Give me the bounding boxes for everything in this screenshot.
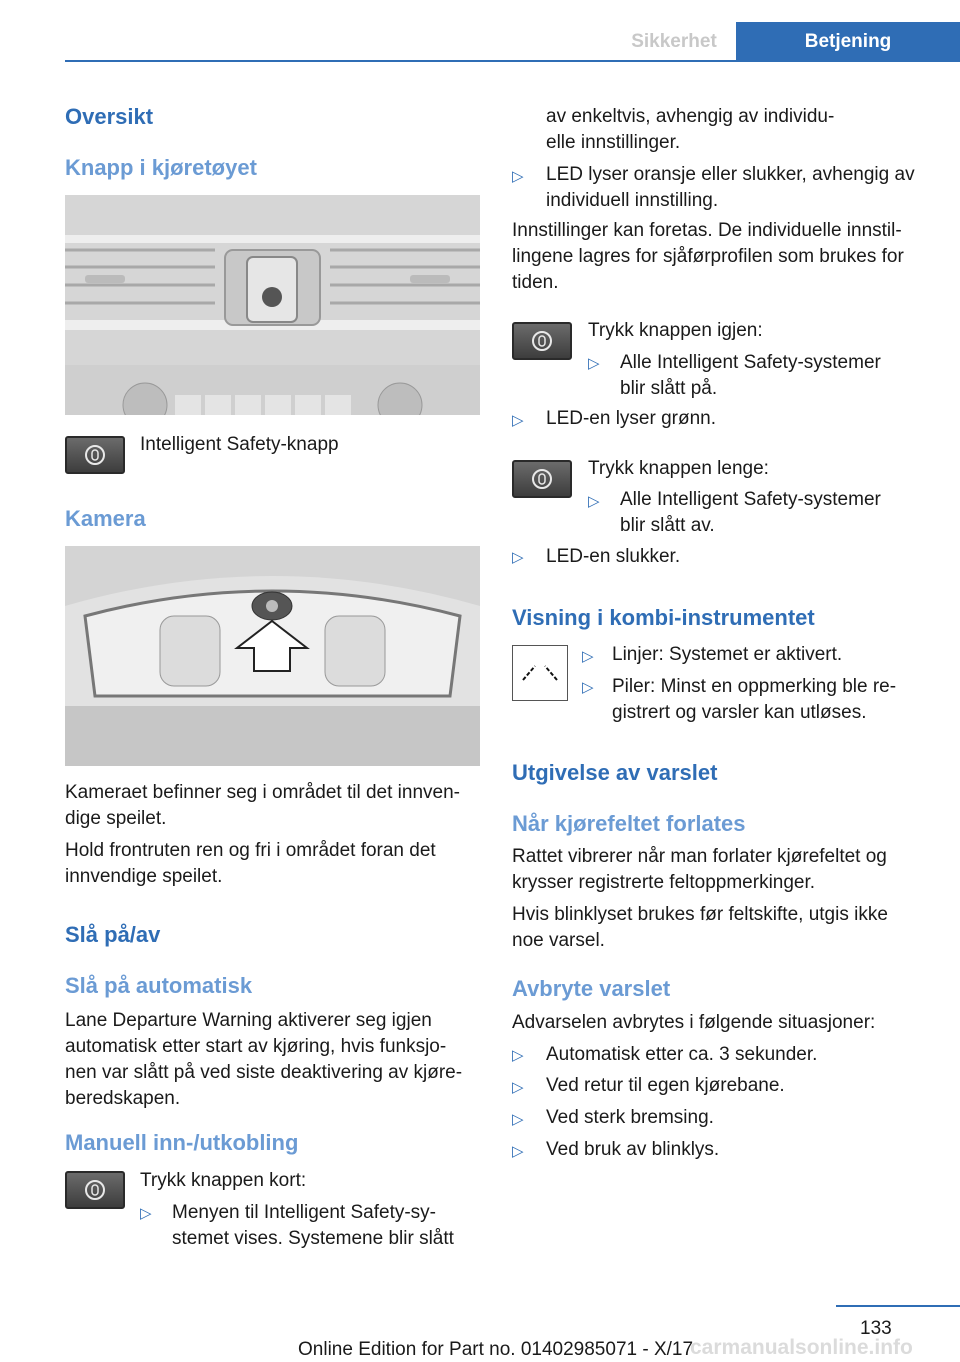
heading-avbryte: Avbryte varslet	[512, 976, 671, 1001]
intelligent-safety-button-icon	[65, 1171, 125, 1209]
tab-sikkerhet[interactable]: Sikkerhet	[631, 31, 717, 52]
bullet-icon: ▷	[588, 493, 600, 510]
bullet-icon: ▷	[512, 549, 524, 566]
kamera-p2-l2: innvendige speilet.	[65, 866, 223, 887]
settings-l1: Innstillinger kan foretas. De individuelle innstil-	[512, 220, 902, 241]
led-green: LED-en lyser grønn.	[546, 408, 717, 429]
settings-l2: lingene lagres for sjåførprofilen som brukes for	[512, 246, 904, 267]
press-short-text: Trykk knappen kort:	[140, 1170, 307, 1191]
intelligent-safety-button-icon	[512, 460, 572, 498]
bullet-icon: ▷	[512, 1111, 524, 1128]
heading-utgivelse: Utgivelse av varslet	[512, 760, 718, 785]
settings-l3: tiden.	[512, 272, 559, 293]
bullet-icon: ▷	[512, 1047, 524, 1064]
heading-manuell: Manuell inn-/utkobling	[65, 1130, 299, 1155]
kamera-p2-l1: Hold frontruten ren og fri i området foran det	[65, 840, 436, 861]
all-off-l1: Alle Intelligent Safety-systemer	[620, 489, 881, 510]
cont-l1: av enkeltvis, avhengig av individu-	[546, 106, 835, 127]
all-on-l2: blir slått på.	[620, 378, 718, 399]
naar-l1: Rattet vibrerer når man forlater kjørefeltet og	[512, 846, 887, 867]
all-on-l1: Alle Intelligent Safety-systemer	[620, 352, 881, 373]
heading-knapp: Knapp i kjøretøyet	[65, 155, 257, 180]
auto-l4: beredskapen.	[65, 1088, 181, 1109]
blink-l1: Hvis blinklyset brukes før feltskifte, utgis ikke	[512, 904, 888, 925]
blink-l2: noe varsel.	[512, 930, 605, 951]
press-again-text: Trykk knappen igjen:	[588, 320, 763, 341]
camera-figure	[65, 546, 480, 766]
watermark: carmanualsonline.info	[690, 1336, 913, 1359]
heading-oversikt: Oversikt	[65, 104, 154, 129]
bullet-icon: ▷	[512, 1143, 524, 1160]
tab-betjening[interactable]: Betjening	[736, 22, 960, 60]
bullet-icon: ▷	[588, 355, 600, 372]
cont-l2: elle innstillinger.	[546, 132, 681, 153]
auto-l2: automatisk etter start av kjøring, hvis funksjo-	[65, 1036, 447, 1057]
bullet-icon: ▷	[512, 168, 524, 185]
page-number: 133	[860, 1318, 892, 1339]
list-item: Ved bruk av blinklys.	[546, 1139, 720, 1160]
all-off-l2: blir slått av.	[620, 515, 715, 536]
naar-l2: krysser registrerte feltoppmerkinger.	[512, 872, 816, 893]
kamera-p1-l2: dige speilet.	[65, 808, 167, 829]
header-divider	[65, 60, 960, 62]
dashboard-button-figure	[65, 195, 480, 415]
led-l1: LED lyser oransje eller slukker, avhengig av	[546, 164, 915, 185]
intelligent-safety-button-icon	[512, 322, 572, 360]
heading-slaa-paa-av: Slå på/av	[65, 922, 161, 947]
bullet-icon: ▷	[582, 648, 594, 665]
piler-l1: Piler: Minst en oppmerking ble re-	[612, 676, 897, 697]
button-caption: Intelligent Safety-knapp	[140, 434, 339, 455]
bullet-icon: ▷	[512, 412, 524, 429]
edition-text: Online Edition for Part no. 01402985071 - X/17	[298, 1339, 694, 1360]
heading-kamera: Kamera	[65, 506, 146, 531]
bullet-icon: ▷	[582, 679, 594, 696]
list-item: Ved retur til egen kjørebane.	[546, 1075, 785, 1096]
page-number-divider	[836, 1305, 960, 1307]
auto-l1: Lane Departure Warning aktiverer seg igjen	[65, 1010, 432, 1031]
auto-l3: nen var slått på ved siste deaktivering av kjøre-	[65, 1062, 463, 1083]
lane-lines-icon	[512, 645, 568, 701]
menu-l1: Menyen til Intelligent Safety-sy-	[172, 1202, 437, 1223]
linjer-text: Linjer: Systemet er aktivert.	[612, 644, 843, 665]
avbryte-intro: Advarselen avbrytes i følgende situasjoner:	[512, 1012, 876, 1033]
piler-l2: gistrert og varsler kan utløses.	[612, 702, 867, 723]
bullet-icon: ▷	[512, 1079, 524, 1096]
list-item: Automatisk etter ca. 3 sekunder.	[546, 1044, 818, 1065]
menu-l2: stemet vises. Systemene blir slått	[172, 1228, 454, 1249]
list-item: Ved sterk bremsing.	[546, 1107, 714, 1128]
heading-naar-kjorefeltet: Når kjørefeltet forlates	[512, 811, 746, 836]
intelligent-safety-button-icon	[65, 436, 125, 474]
bullet-icon: ▷	[140, 1205, 152, 1222]
press-long-text: Trykk knappen lenge:	[588, 458, 769, 479]
heading-slaa-paa-automatisk: Slå på automatisk	[65, 973, 253, 998]
heading-visning: Visning i kombi-instrumentet	[512, 605, 815, 630]
led-off: LED-en slukker.	[546, 546, 681, 567]
kamera-p1-l1: Kameraet befinner seg i området til det innven-	[65, 782, 460, 803]
led-l2: individuell innstilling.	[546, 190, 719, 211]
